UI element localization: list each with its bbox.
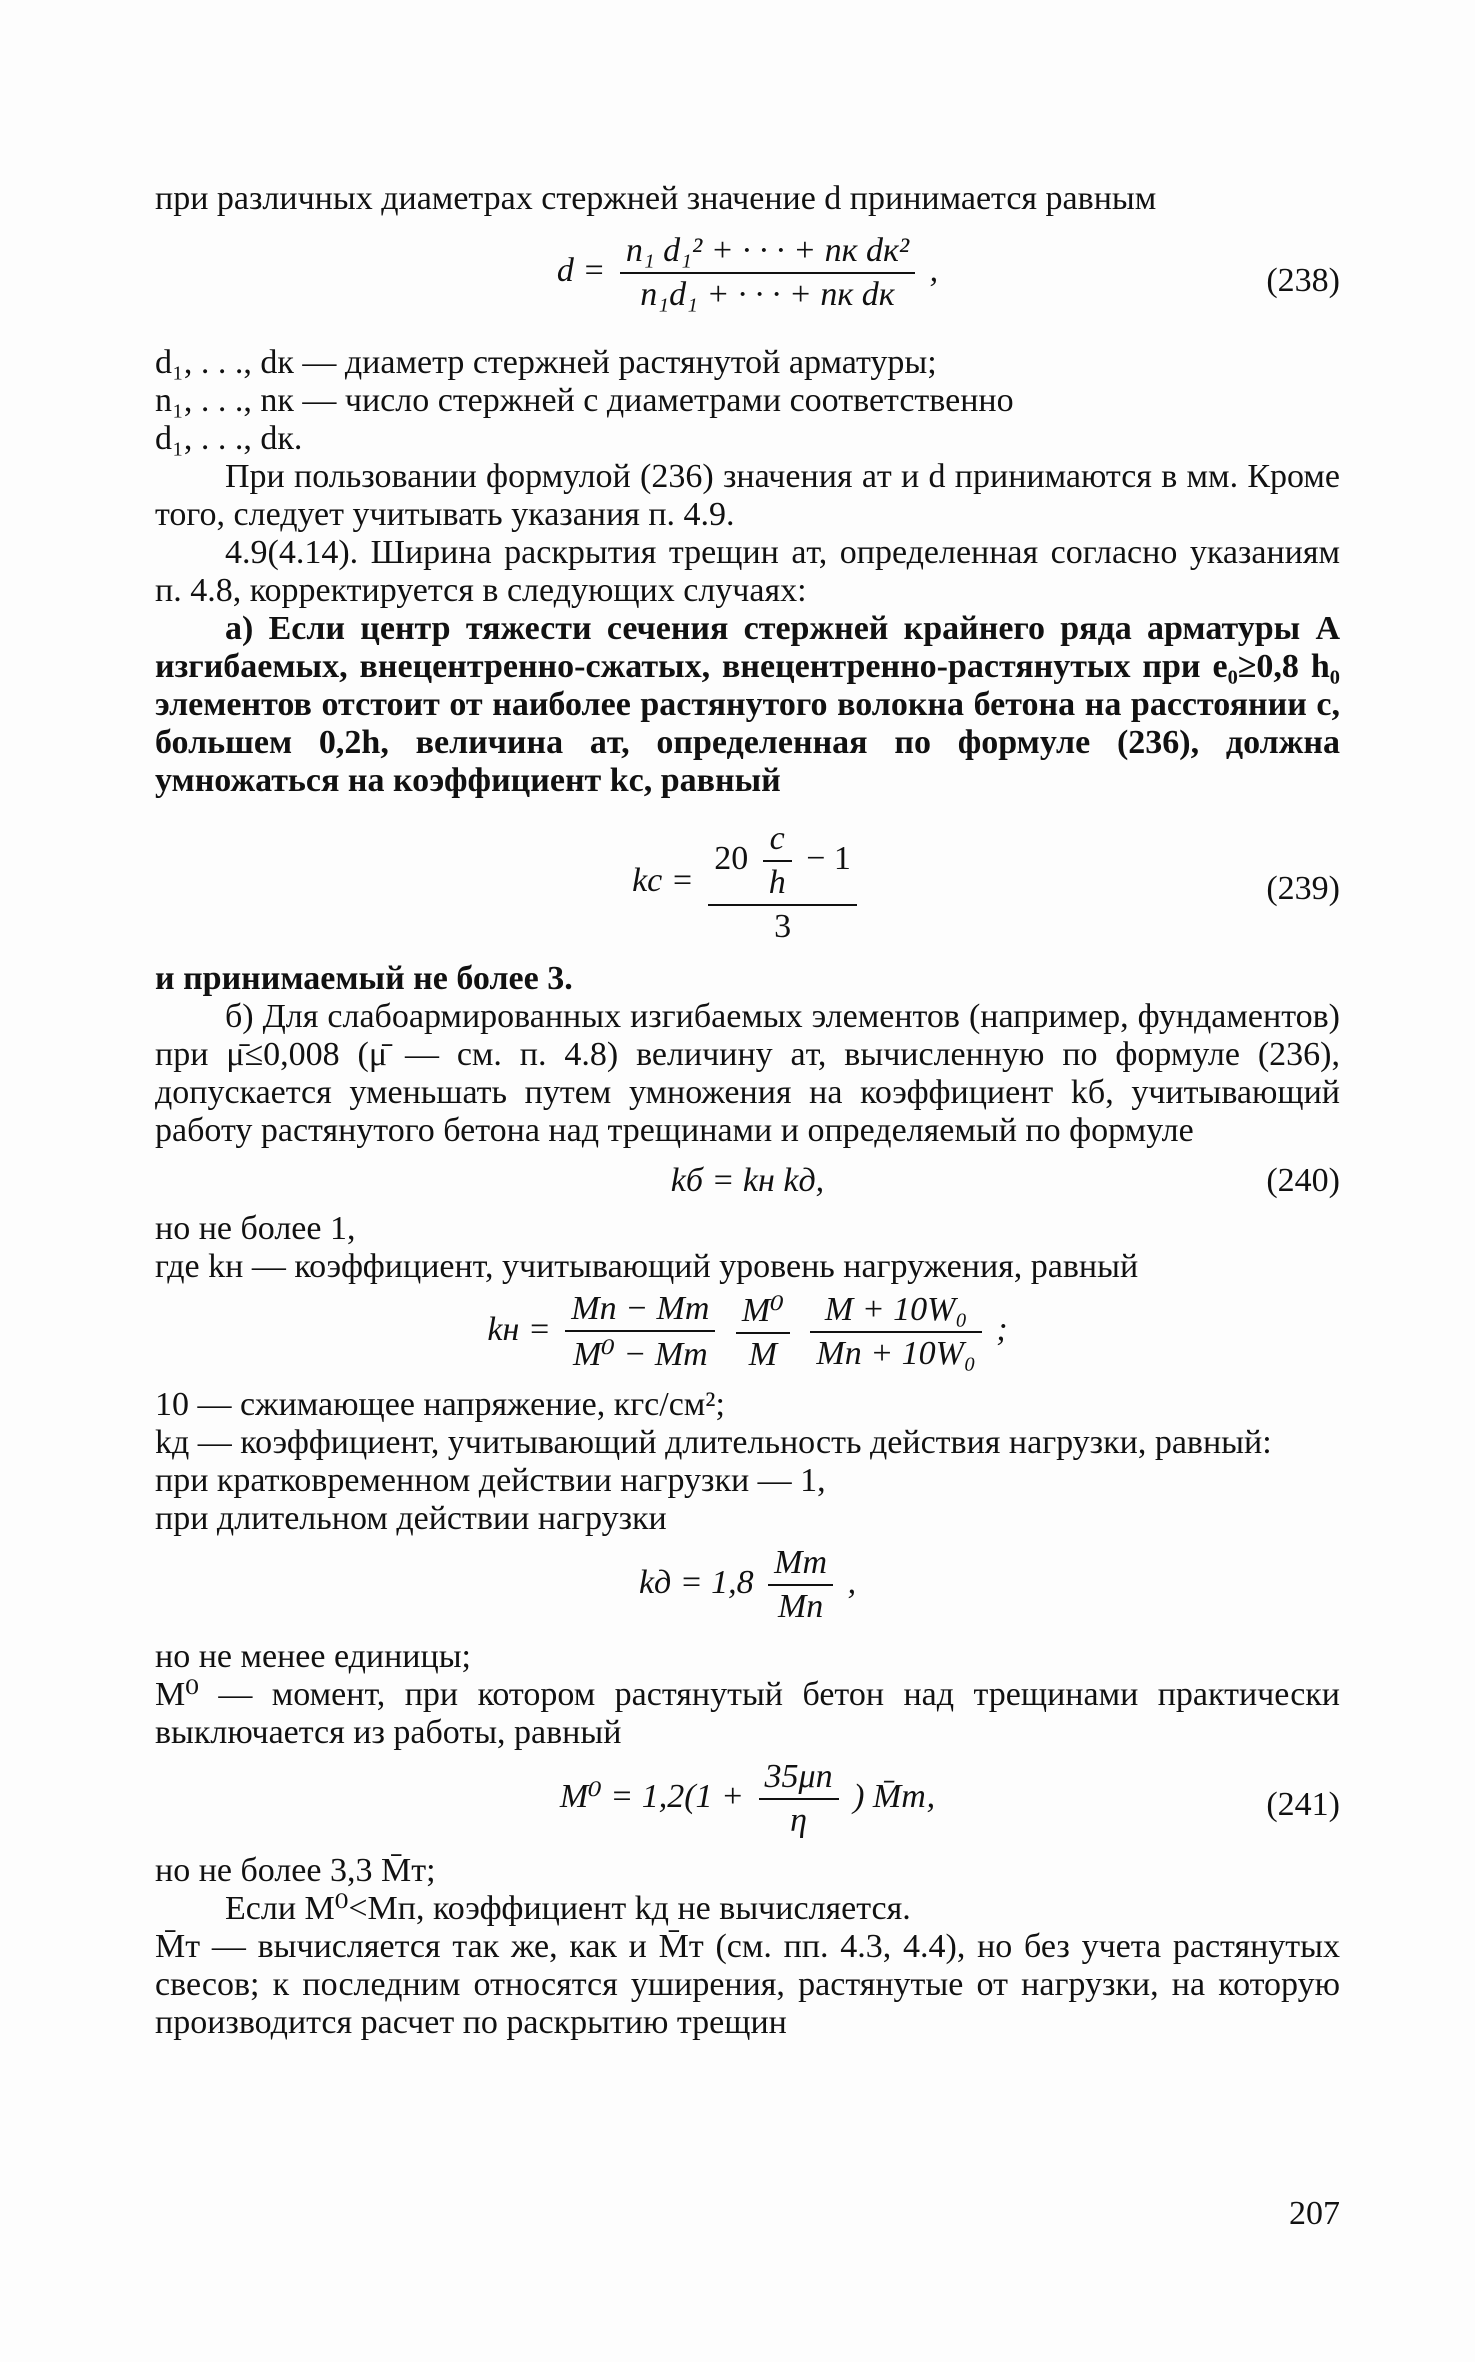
definition: M⁰ — момент, при котором растянутый бетон над трещинами практически выключается из работы, равный [155,1676,1340,1751]
fraction: 20 $\frac{c}{h}$ − 1 3 [708,820,857,946]
paragraph: При пользовании формулой (236) значения aт и d принимаются в мм. Кроме того, следует учитывать указания п. 4.9. [155,458,1340,533]
definition: 10 — сжимающее напряжение, кгс/см²; [155,1386,725,1423]
equation-240: kб = kн kд, (240) [670,1162,1340,1199]
paragraph: но не более 3,3 M̄т; [155,1852,436,1889]
equation-238: d = $\frac{\text{n₁ d₁² + · · · + nк dк²}}{\text{n₁d₁ + · · · + nк dк}}$ , (238) [556,232,1340,313]
equation-241: M⁰ = 1,2(1 + $\frac{35\mu n}{\eta}$ ) M̄т, (241) [559,1758,1340,1839]
definition: d₁, . . ., dк — диаметр стержней растянутой арматуры; [155,344,937,381]
paragraph: при различных диаметрах стержней значение d принимается равным [155,180,1157,217]
paragraph: Если M⁰<Mп, коэффициент kд не вычисляется. [225,1890,911,1927]
section-4-9: 4.9(4.14). Ширина раскрытия трещин aт, определенная согласно указаниям п. 4.8, корректируется в следующих случаях: [155,534,1340,609]
fraction: $\frac{\text{n₁ d₁² + · · · + nк dк²}}{\text{n₁d₁ + · · · + nк dк}}$ [620,232,915,314]
equation-number: (241) [1266,1786,1340,1823]
case-a: а) Если центр тяжести сечения стержней крайнего ряда арматуры А изгибаемых, внецентренно-сжатых, внецентренно-растянутых при e₀≥0,8 h₀ элементов отстоит от наиболее растянутого волокна бетона на расстоянии c, большем 0,2h, величина aт, определенная по формуле (236), должна умножаться на коэффициент kс, равный [155,610,1340,799]
definition: M̄т — вычисляется так же, как и M̄т (см. пп. 4.3, 4.4), но без учета растянутых свесов; к последним относятся уширения, растянутые от нагрузки, на которую производится расчет по раскрытию трещин [155,1928,1340,2041]
equation-number: (240) [1266,1162,1340,1199]
definition: n₁, . . ., nк — число стержней с диаметрами соответственно [155,382,1014,419]
equation-kn: kн = $\frac{Mп - Mт}{\text{M⁰ − Mт}}$ $\frac{\text{M⁰}}{M}$ $\frac{\text{M + 10W₀}}{\text{Mп + 10W₀}}$ ; [487,1290,1008,1373]
equation-number: (238) [1266,262,1340,299]
equation-number: (239) [1266,870,1340,907]
paragraph: и принимаемый не более 3. [155,960,573,997]
text-column [155,180,1340,2042]
equation-kd: kд = 1,8 $\frac{Mт}{Mп}$ , [638,1544,857,1625]
equation-239: kс = 20 $\frac{c}{h}$ − 1 3 (239) [632,820,1340,945]
page-number: 207 [1289,2195,1340,2232]
paragraph: при кратковременном действии нагрузки — 1, [155,1462,826,1499]
paragraph: но не более 1, [155,1210,356,1247]
definition: kд — коэффициент, учитывающий длительность действия нагрузки, равный: [155,1424,1272,1461]
paragraph: где kн — коэффициент, учитывающий уровень нагружения, равный [155,1248,1139,1285]
case-b: б) Для слабоармированных изгибаемых элементов (например, фундаментов) при μ̄≤0,008 (μ̄ — см. п. 4.8) величину aт, вычисленную по формуле (236), допускается уменьшать путем умножения на коэффициент kб, учитывающий работу растянутого бетона над трещинами и определяемый по формуле [155,998,1340,1149]
definition: d₁, . . ., dк. [155,420,303,457]
paragraph: но не менее единицы; [155,1638,471,1675]
paragraph: при длительном действии нагрузки [155,1500,667,1537]
